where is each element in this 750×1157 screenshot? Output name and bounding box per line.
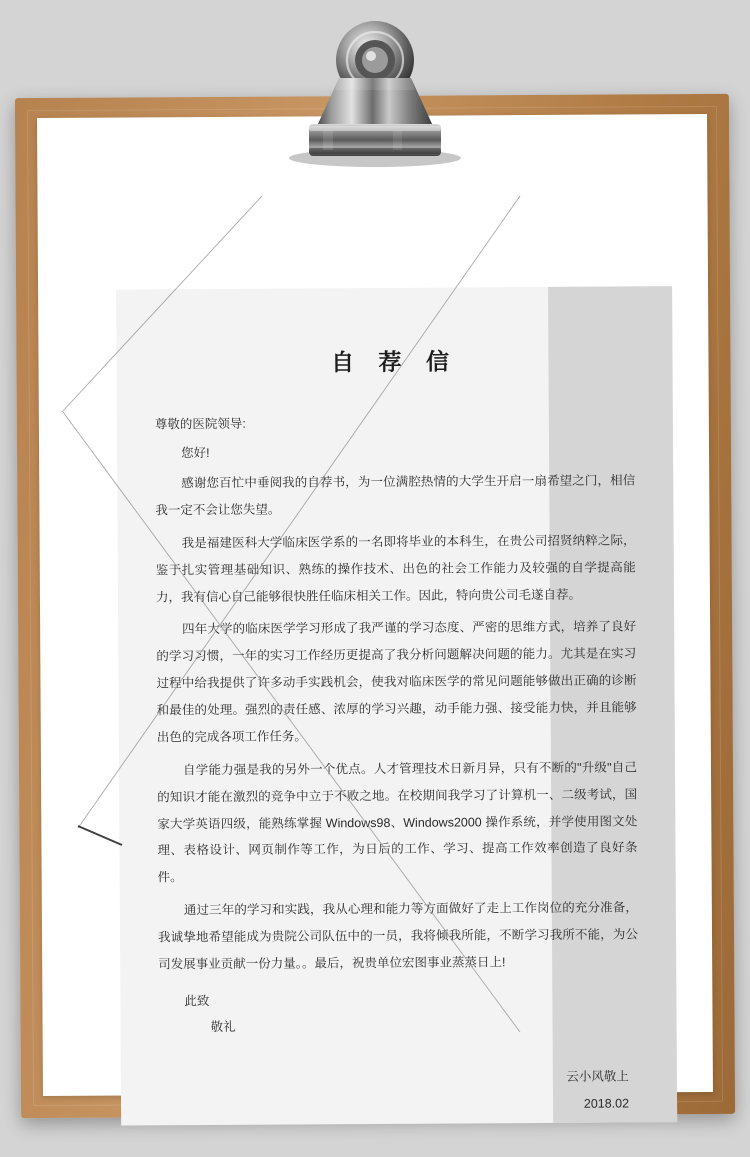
- paragraph-4: 自学能力强是我的另外一个优点。人才管理技术日新月异，只有不断的"升级"自己的知识才能在激烈的竞争中立于不败之地。在校期间我学习了计算机一、二级考试，国家大学英语四级，能熟练掌握 Windows98、Windows2000 操作系统，并学使用图文处理、表格设计、网页制作等工作，为日后的工作、学习、提高工作效率创造了良好条件。: [157, 760, 638, 885]
- letter-block: [116, 286, 677, 1125]
- clipboard-board: [15, 94, 735, 1118]
- closing-line-2: 敬礼: [210, 1019, 236, 1035]
- closing-line-1: 此致: [184, 993, 210, 1008]
- paragraph-1: 感谢您百忙中垂阅我的自荐书，为一位满腔热情的大学生开启一扇希望之门，相信我一定不会让您失望。: [155, 473, 636, 518]
- paragraph-3: 四年大学的临床医学学习形成了我严谨的学习态度、严密的思维方式，培养了良好的学习习惯，一年的实习工作经历更提高了我分析问题解决问题的能力。尤其是在实习过程中给我提供了许多动手实践机会，使我对临床医学的常见问题能够做出正确的诊断和最佳的处理。强烈的责任感、浓厚的学习兴趣，动手能力强、接受能力快，并且能够出色的完成各项工作任务。: [156, 619, 637, 745]
- paper-sheet: [37, 114, 713, 1111]
- letter-content: [116, 286, 677, 1125]
- paragraph-2: 我是福建医科大学临床医学系的一名即将毕业的本科生，在贵公司招贤纳粹之际，鉴于扎实管理基础知识、熟练的操作技术、出色的社会工作能力及较强的自学提高能力，我有信心自己能够很快胜任临床相关工作。因此，特向贵公司毛遂自荐。: [155, 533, 636, 604]
- page-title: 自 荐 信: [331, 348, 458, 376]
- paragraph-5: 通过三年的学习和实践，我从心理和能力等方面做好了走上工作岗位的充分准备，我诚挚地希望能成为贵院公司队伍中的一员，我将倾我所能，不断学习我所不能，为公司发展事业贡献一份力量。。最后，祝贵单位宏图事业蒸蒸日上!: [157, 900, 639, 972]
- signature-name: 云小风敬上: [566, 1069, 629, 1085]
- signature-block: [159, 1064, 639, 1119]
- salutation: 尊敬的医院领导:: [154, 416, 246, 432]
- signature-date: 2018.02: [583, 1096, 630, 1111]
- greeting: 您好!: [181, 446, 210, 461]
